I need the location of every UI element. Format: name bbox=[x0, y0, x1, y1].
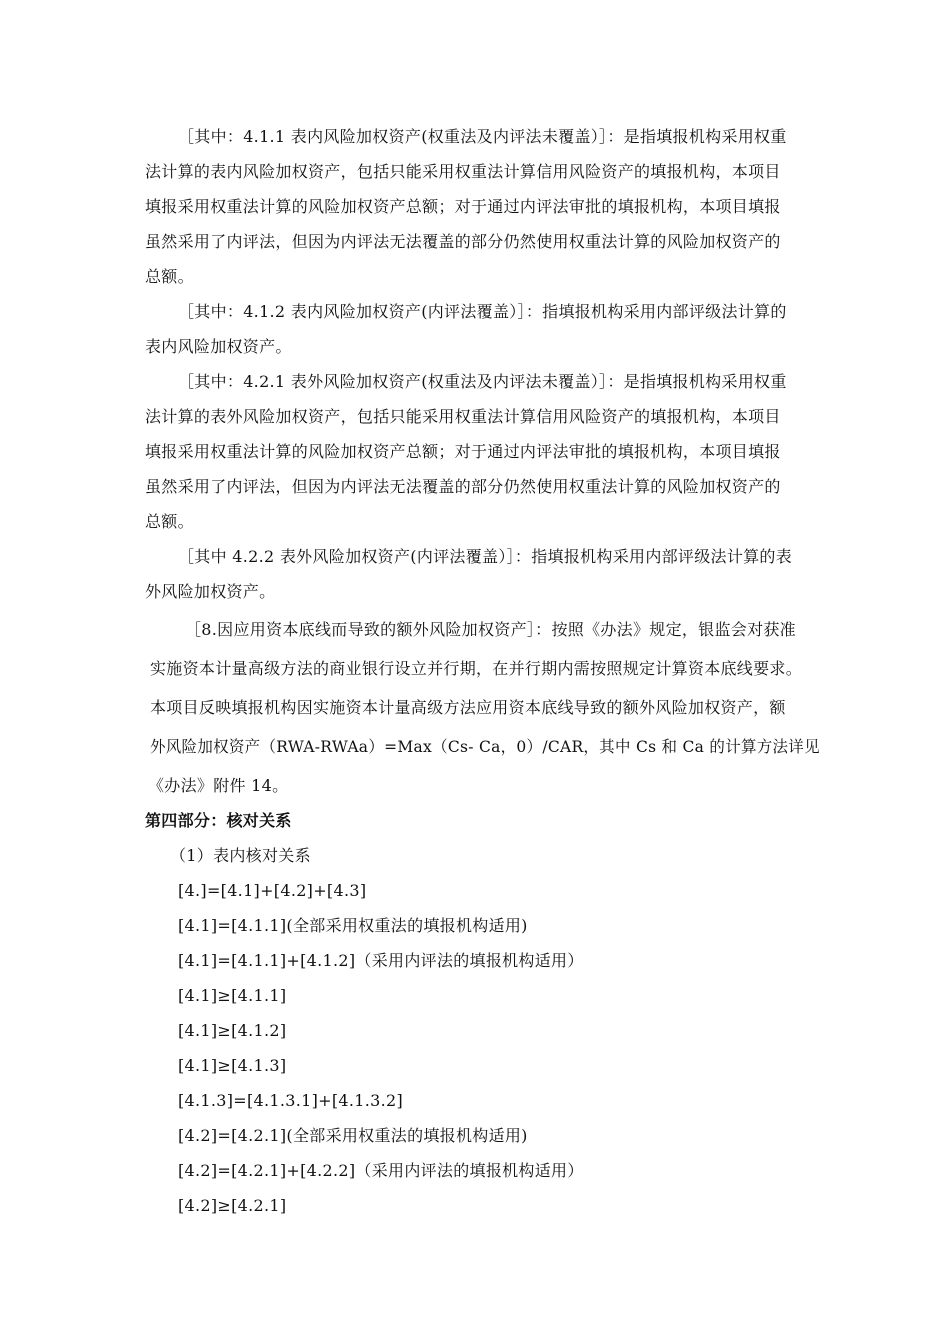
paragraph-line: 外风险加权资产。 bbox=[145, 582, 276, 601]
paragraph-line: 《办法》附件 14。 bbox=[148, 776, 289, 795]
formula-line: [4.1]=[4.1.1](全部采用权重法的填报机构适用) bbox=[178, 916, 528, 935]
paragraph-line: 总额。 bbox=[145, 267, 194, 286]
formula-line: [4.1]≥[4.1.3] bbox=[178, 1056, 287, 1075]
formula-line: [4.1]≥[4.1.1] bbox=[178, 986, 287, 1005]
paragraph-line: ［其中：4.2.1 表外风险加权资产(权重法及内评法未覆盖）］：是指填报机构采用权重 bbox=[178, 372, 787, 391]
paragraph-line: 法计算的表外风险加权资产，包括只能采用权重法计算信用风险资产的填报机构，本项目 bbox=[145, 407, 781, 426]
paragraph-line: 填报采用权重法计算的风险加权资产总额；对于通过内评法审批的填报机构，本项目填报 bbox=[145, 197, 781, 216]
formula-line: [4.1]≥[4.1.2] bbox=[178, 1021, 287, 1040]
formula-line: [4.]=[4.1]+[4.2]+[4.3] bbox=[178, 881, 367, 900]
paragraph-line: 实施资本计量高级方法的商业银行设立并行期，在并行期内需按照规定计算资本底线要求。 bbox=[150, 659, 803, 678]
formula-line: [4.2]=[4.2.1]+[4.2.2]（采用内评法的填报机构适用） bbox=[178, 1161, 584, 1180]
paragraph-line: 外风险加权资产（RWA-RWAa）=Max（Cs- Ca，0）/CAR，其中 Cs 和 Ca 的计算方法详见 bbox=[150, 737, 820, 756]
formula-line: [4.2]=[4.2.1](全部采用权重法的填报机构适用) bbox=[178, 1126, 528, 1145]
paragraph-line: 本项目反映填报机构因实施资本计量高级方法应用资本底线导致的额外风险加权资产，额 bbox=[150, 698, 786, 717]
formula-line: [4.2]≥[4.2.1] bbox=[178, 1196, 287, 1215]
paragraph-line: ［其中：4.1.2 表内风险加权资产(内评法覆盖）］：指填报机构采用内部评级法计算的 bbox=[178, 302, 787, 321]
paragraph-line: ［8.因应用资本底线而导致的额外风险加权资产］：按照《办法》规定，银监会对获准 bbox=[185, 620, 796, 639]
paragraph-line: ［其中：4.1.1 表内风险加权资产(权重法及内评法未覆盖）］：是指填报机构采用权重 bbox=[178, 127, 787, 146]
paragraph-line: ［其中 4.2.2 表外风险加权资产(内评法覆盖）］：指填报机构采用内部评级法计算的表 bbox=[178, 547, 793, 566]
formula-line: [4.1]=[4.1.1]+[4.1.2]（采用内评法的填报机构适用） bbox=[178, 951, 584, 970]
section-heading: 第四部分：核对关系 bbox=[145, 811, 292, 830]
formula-line: [4.1.3]=[4.1.3.1]+[4.1.3.2] bbox=[178, 1091, 404, 1110]
paragraph-line: 填报采用权重法计算的风险加权资产总额；对于通过内评法审批的填报机构，本项目填报 bbox=[145, 442, 781, 461]
paragraph-line: 法计算的表内风险加权资产，包括只能采用权重法计算信用风险资产的填报机构，本项目 bbox=[145, 162, 781, 181]
paragraph-line: 表内风险加权资产。 bbox=[145, 337, 292, 356]
paragraph-line: 总额。 bbox=[145, 512, 194, 531]
paragraph-line: 虽然采用了内评法，但因为内评法无法覆盖的部分仍然使用权重法计算的风险加权资产的 bbox=[145, 477, 781, 496]
subsection-label: （1）表内核对关系 bbox=[170, 846, 311, 865]
paragraph-line: 虽然采用了内评法，但因为内评法无法覆盖的部分仍然使用权重法计算的风险加权资产的 bbox=[145, 232, 781, 251]
